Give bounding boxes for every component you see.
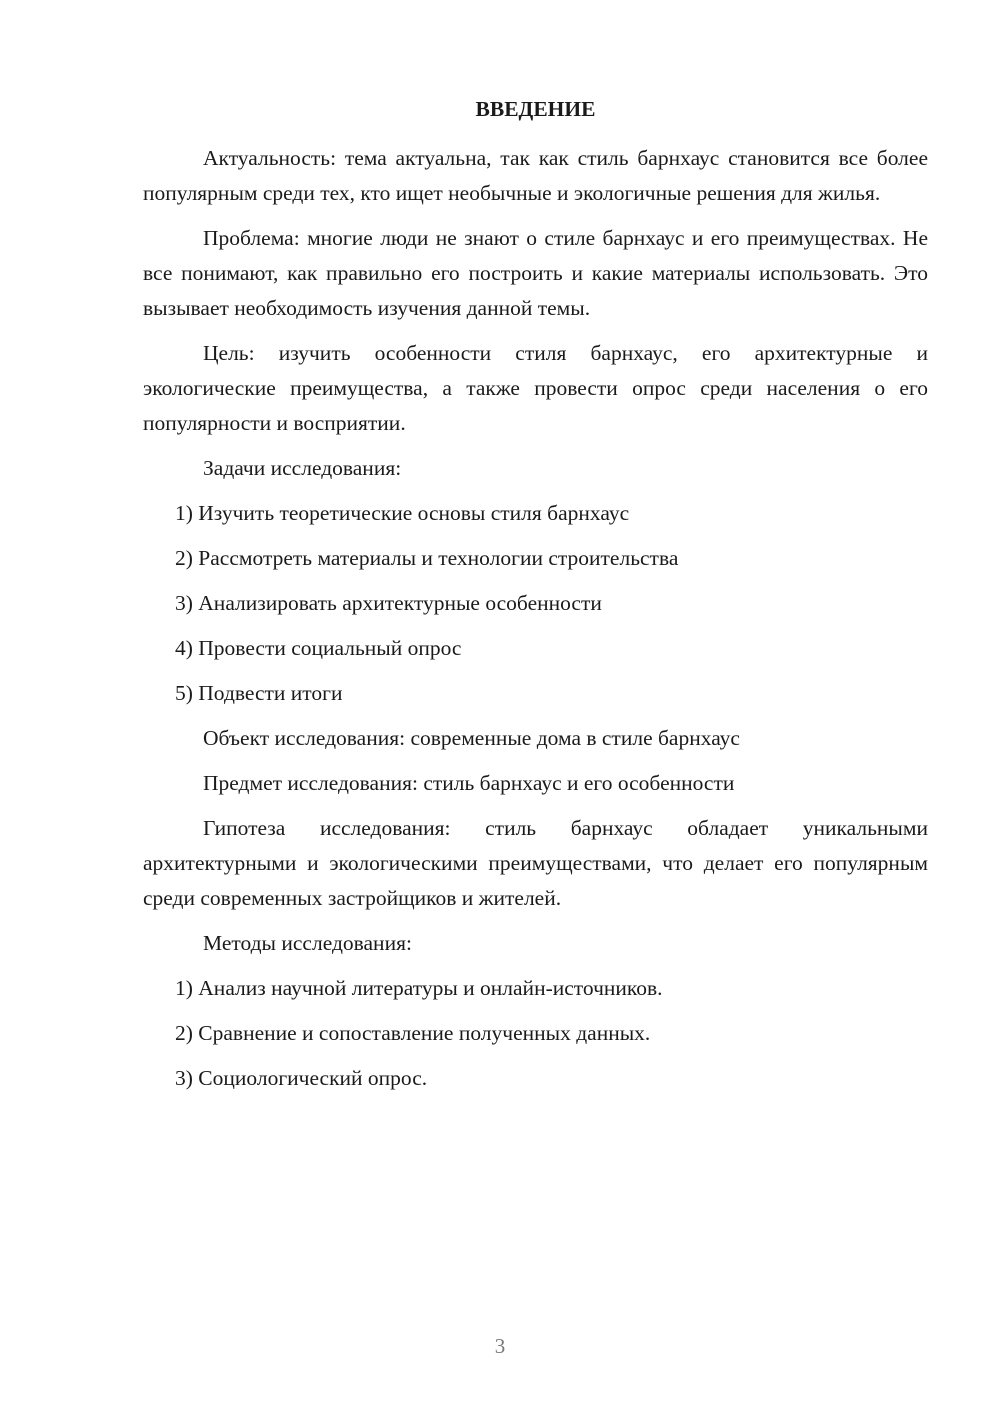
problem-paragraph: Проблема: многие люди не знают о стиле барнхаус и его преимуществах. Не все понимают, как правильно его построить и какие материалы использовать. Это вызывает необходимость изучения данной темы. [143, 226, 928, 320]
list-item: 2) Сравнение и сопоставление полученных данных. [175, 1021, 651, 1045]
section-title: ВВЕДЕНИЕ [475, 97, 596, 121]
tasks-list [143, 496, 928, 711]
hypothesis-paragraph: Гипотеза исследования: стиль барнхаус обладает уникальными архитектурными и экологическими преимуществами, что делает его популярным среди современных застройщиков и жителей. [143, 816, 928, 910]
list-item: 2) Рассмотреть материалы и технологии строительства [175, 546, 679, 570]
tasks-heading: Задачи исследования: [203, 456, 402, 480]
list-item: 3) Анализировать архитектурные особенности [175, 591, 602, 615]
methods-list [143, 971, 928, 1096]
methods-heading: Методы исследования: [203, 931, 412, 955]
research-subject: Предмет исследования: стиль барнхаус и его особенности [203, 771, 735, 795]
page-number: 3 [494, 1334, 506, 1358]
goal-paragraph: Цель: изучить особенности стиля барнхаус, его архитектурные и экологические преимущества, а также провести опрос среди населения о его популярности и восприятии. [143, 341, 928, 435]
list-item: 3) Социологический опрос. [175, 1066, 428, 1090]
document-page [143, 92, 928, 1106]
list-item: 1) Изучить теоретические основы стиля барнхаус [175, 501, 630, 525]
research-object: Объект исследования: современные дома в стиле барнхаус [203, 726, 740, 750]
list-item: 1) Анализ научной литературы и онлайн-источников. [175, 976, 663, 1000]
relevance-paragraph: Актуальность: тема актуальна, так как стиль барнхаус становится все более популярным среди тех, кто ищет необычные и экологичные решения для жилья. [143, 146, 928, 205]
list-item: 4) Провести социальный опрос [175, 636, 462, 660]
list-item: 5) Подвести итоги [175, 681, 343, 705]
